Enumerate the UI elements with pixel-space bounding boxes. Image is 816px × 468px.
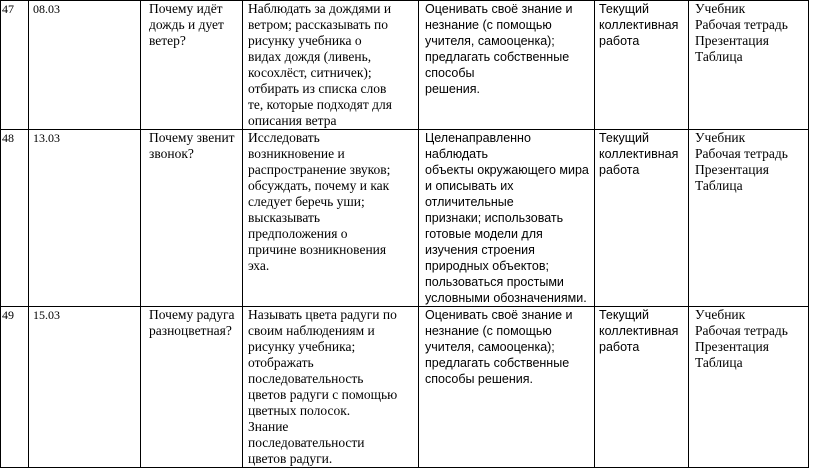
lesson-uud: Целенаправленно наблюдать объекты окружающего мира и описывать их отличительные признаки; использовать готовые модели для изучения строения природных объектов; пользоваться простыми условными обозначениями.	[425, 131, 589, 305]
lesson-control: Текущий коллективная работа	[599, 2, 679, 48]
lesson-date: 15.03	[29, 307, 141, 468]
lesson-number: 48	[1, 130, 29, 307]
lesson-theme: Почему радуга разноцветная?	[149, 307, 235, 338]
lesson-uud: Оценивать своё знание и незнание (с помощью учителя, самооценка); предлагать собственные способы решения.	[425, 308, 573, 386]
lesson-date: 08.03	[29, 1, 141, 130]
lesson-theme: Почему звенит звонок?	[149, 130, 235, 161]
table-row	[1, 1, 809, 130]
table-row	[1, 130, 809, 307]
table-row	[1, 307, 809, 468]
lesson-goals: Исследовать возникновение и распространение звуков; обсуждать, почему и как следует беречь уши; высказывать предположения о причине возникновения эха.	[248, 130, 391, 273]
lesson-date: 13.03	[29, 130, 141, 307]
lesson-uud: Оценивать своё знание и незнание (с помощью учителя, самооценка); предлагать собственные способы решения.	[425, 2, 573, 96]
lesson-theme: Почему идёт дождь и дует ветер?	[149, 1, 224, 48]
lesson-materials: Учебник Рабочая тетрадь Презентация Таблица	[695, 130, 788, 193]
lesson-number: 49	[1, 307, 29, 468]
lesson-materials: Учебник Рабочая тетрадь Презентация Таблица	[695, 1, 788, 64]
lesson-control: Текущий коллективная работа	[599, 131, 679, 177]
lesson-goals: Называть цвета радуги по своим наблюдениям и рисунку учебника; отображать последовательность цветов радуги с помощью цветных полосок. Знание последовательности цветов радуги.	[248, 307, 398, 466]
lesson-number: 47	[1, 1, 29, 130]
lesson-control: Текущий коллективная работа	[599, 308, 679, 354]
lesson-goals: Наблюдать за дождями и ветром; рассказывать по рисунку учебника о видах дождя (ливень, косохлёст, ситничек); отбирать из списка слов те, которые подходят для описания ветра	[248, 1, 392, 128]
lesson-materials: Учебник Рабочая тетрадь Презентация Таблица	[695, 307, 788, 370]
